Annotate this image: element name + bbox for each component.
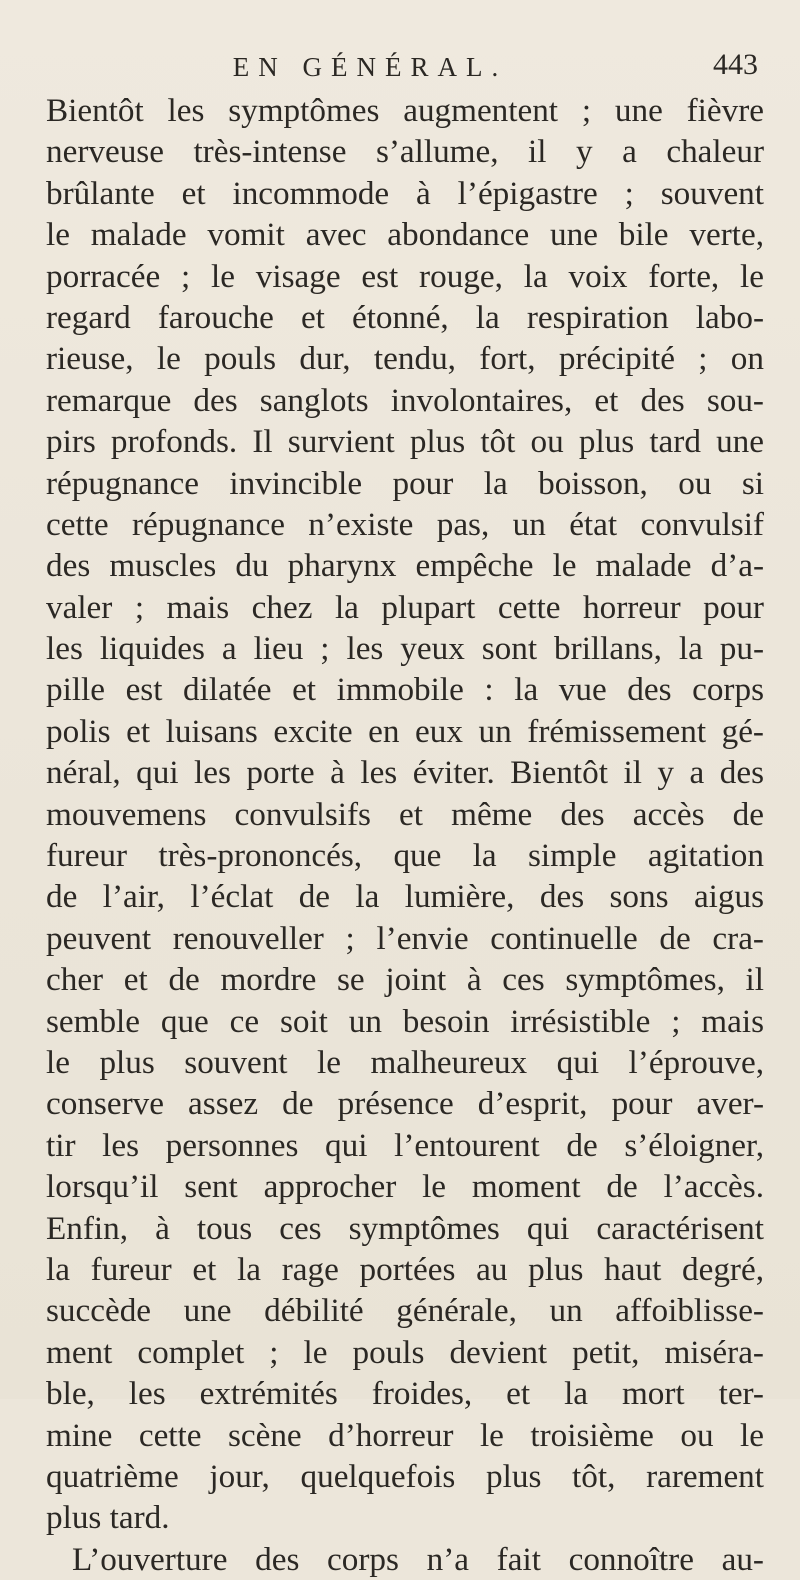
text-line: cette répugnance n’existe pas, un état convulsif [46, 505, 764, 543]
text-line: le malade vomit avec abondance une bile verte, [46, 216, 764, 254]
text-line: tir les personnes qui l’entourent de s’éloigner, [46, 1126, 764, 1164]
paragraph-start-line: L’ouverture des corps n’a fait connoître au- [72, 1540, 764, 1578]
text-line: nerveuse très-intense s’allume, il y a chaleur [46, 133, 764, 171]
running-head [110, 44, 758, 88]
text-line: ment complet ; le pouls devient petit, miséra- [46, 1333, 764, 1371]
text-line: mouvemens convulsifs et même des accès de [46, 795, 764, 833]
text-line: néral, qui les porte à les éviter. Bientôt il y a des [46, 754, 764, 792]
text-line: la fureur et la rage portées au plus haut degré, [46, 1250, 764, 1288]
text-line: fureur très-prononcés, que la simple agitation [46, 837, 764, 875]
text-line: ble, les extrémités froides, et la mort ter- [46, 1375, 764, 1413]
body-text [46, 90, 764, 1580]
text-line: cher et de mordre se joint à ces symptômes, il [46, 961, 764, 999]
text-line: semble que ce soit un besoin irrésistible ; mais [46, 1002, 764, 1040]
text-line: succède une débilité générale, un affoiblisse- [46, 1292, 764, 1330]
text-line: porracée ; le visage est rouge, la voix forte, le [46, 257, 764, 295]
text-line: répugnance invincible pour la boisson, ou si [46, 464, 764, 502]
text-line: brûlante et incommode à l’épigastre ; souvent [46, 174, 764, 212]
text-line: lorsqu’il sent approcher le moment de l’accès. [46, 1168, 764, 1206]
text-line: regard farouche et étonné, la respiration labo- [46, 298, 764, 336]
text-line: conserve assez de présence d’esprit, pour aver- [46, 1085, 764, 1123]
paragraph-end-line: plus tard. [46, 1499, 170, 1537]
text-line: Bientôt les symptômes augmentent ; une fièvre [46, 92, 764, 129]
text-line: quatrième jour, quelquefois plus tôt, rarement [46, 1457, 764, 1495]
text-line: mine cette scène d’horreur le troisième ou le [46, 1416, 764, 1454]
text-line: peuvent renouveller ; l’envie continuelle de cra- [46, 919, 764, 957]
text-line: Enfin, à tous ces symptômes qui caractérisent [46, 1209, 764, 1247]
text-line: les liquides a lieu ; les yeux sont brillans, la pu- [46, 630, 764, 668]
text-line: le plus souvent le malheureux qui l’éprouve, [46, 1043, 764, 1081]
text-line: des muscles du pharynx empêche le malade d’a- [46, 547, 764, 585]
page-number: 443 [713, 48, 758, 81]
text-line: remarque des sanglots involontaires, et des sou- [46, 381, 764, 419]
text-line: valer ; mais chez la plupart cette horreur pour [46, 588, 764, 626]
text-line: rieuse, le pouls dur, tendu, fort, précipité ; on [46, 340, 764, 378]
text-line: polis et luisans excite en eux un frémissement gé- [46, 712, 764, 750]
running-head-title: EN GÉNÉRAL. [232, 52, 508, 82]
text-line: pille est dilatée et immobile : la vue des corps [46, 671, 764, 709]
text-line: de l’air, l’éclat de la lumière, des sons aigus [46, 878, 764, 916]
text-line: pirs profonds. Il survient plus tôt ou plus tard une [46, 423, 764, 461]
